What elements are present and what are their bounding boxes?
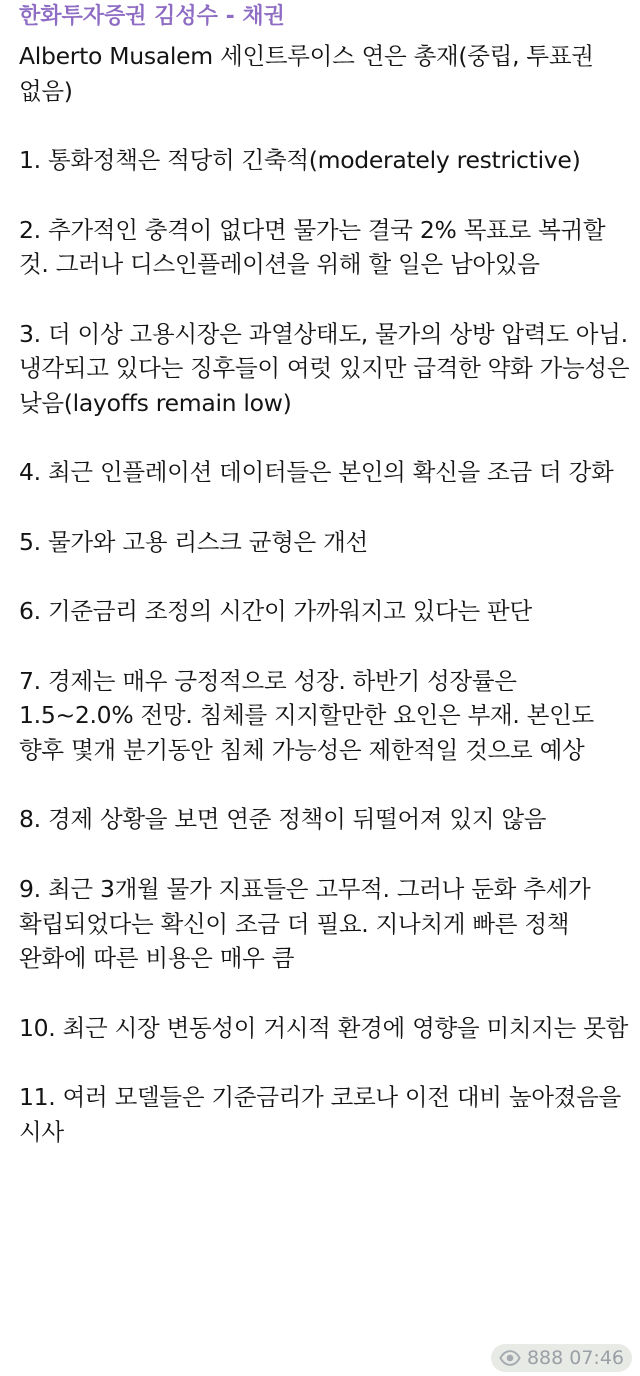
message-time: 07:46 — [569, 1347, 624, 1369]
eye-icon — [499, 1347, 521, 1369]
sender-name[interactable]: 한화투자증권 김성수 - 채권 — [19, 4, 285, 29]
message-text: Alberto Musalem 세인트루이스 연은 총재(중립, 투표권 없음) 1. 통화정책은 적당히 긴축적(moderately restrictive) 2. 추가적인 충격이 없다면 물가는 결국 2% 목표로 복귀할 것. 그러나 디스인플레이션을 위해 할 일은 남아있음 3. 더 이상 고용시장은 과열상태도, 물가의 상방 압력도 아님. 냉각되고 있다는 징후들이 여럿 있지만 급격한 약화 가능성은 낮음(layoffs remain low) 4. 최근 인플레이션 데이터들은 본인의 확신을 조금 더 강화 5. 물가와 고용 리스크 균형은 개선 6. 기준금리 조정의 시간이 가까워지고 있다는 판단 7. 경제는 매우 긍정적으로 성장. 하반기 성장률은 1.5~2.0% 전망. 침체를 지지할만한 요인은 부재. 본인도 향후 몇개 분기동안 침체 가능성은 제한적일 것으로 예상 8. 경제 상황을 보면 연준 정책이 뒤떨어져 있지 않음 9. 최근 3개월 물가 지표들은 고무적. 그러나 둔화 추세가 확립되었다는 확신이 조금 더 필요. 지나치게 빠른 정책 완화에 따른 비용은 매우 큼 10. 최근 시장 변동성이 거시적 환경에 영향을 미치지는 못함 11. 여러 모델들은 기준금리가 코로나 이전 대비 높아졌음을 시사 — [19, 42, 630, 1146]
message-meta — [491, 1344, 632, 1372]
view-count: 888 — [526, 1347, 564, 1369]
